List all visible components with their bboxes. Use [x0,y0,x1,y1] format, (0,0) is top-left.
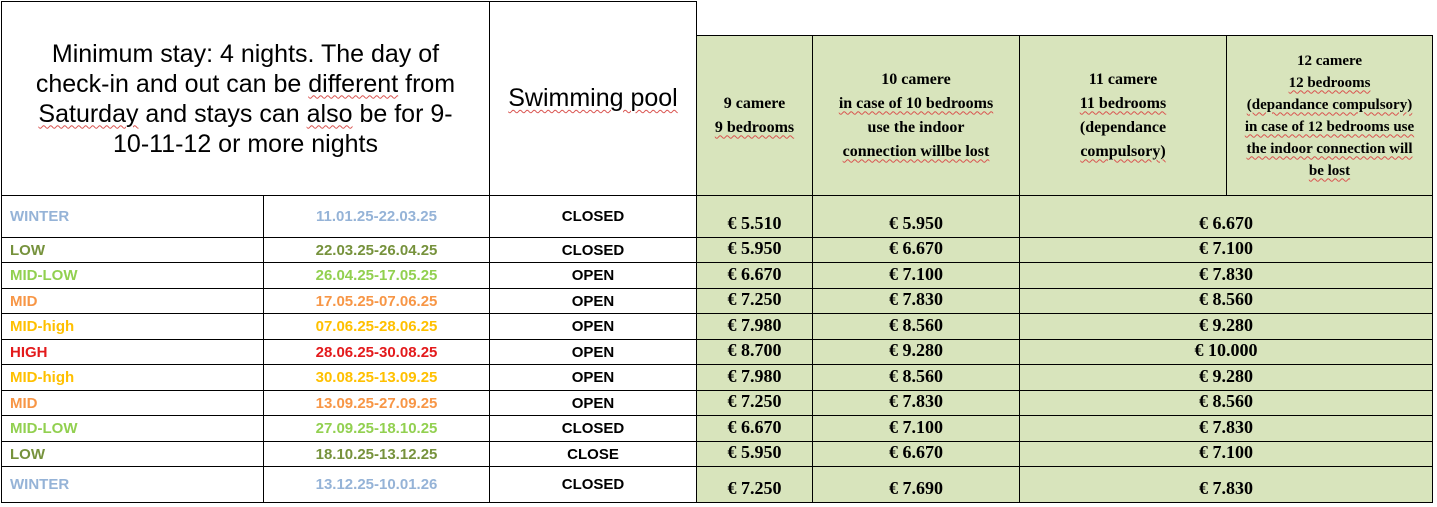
row-2-p11-12: € 7.100 [1019,237,1433,263]
row-4-season: MID [1,288,264,314]
row-5-dates: 07.06.25-28.06.25 [263,313,490,340]
row-10-p9: € 5.950 [696,441,813,467]
intro-line-3: Saturday and stays can also be for 9- [38,99,453,128]
row-1-season: WINTER [1,195,264,238]
row-6-dates: 28.06.25-30.08.25 [263,339,490,365]
intro-note [1,1,490,196]
row-2-dates: 22.03.25-26.04.25 [263,237,490,263]
row-6-pool: OPEN [489,339,697,365]
row-7-p9: € 7.980 [696,364,813,391]
swimming-pool-header: Swimming pool [489,1,697,196]
row-4-pool: OPEN [489,288,697,314]
row-9-dates: 27.09.25-18.10.25 [263,415,490,442]
row-11-dates: 13.12.25-10.01.26 [263,466,490,503]
row-6-p11-12: € 10.000 [1019,339,1433,365]
row-5-pool: OPEN [489,313,697,340]
row-11-season: WINTER [1,466,264,503]
row-3-p10: € 7.100 [812,262,1020,289]
row-10-p10: € 6.670 [812,441,1020,467]
row-1-p9: € 5.510 [696,195,813,238]
row-4-p9: € 7.250 [696,288,813,314]
row-1-dates: 11.01.25-22.03.25 [263,195,490,238]
row-2-p9: € 5.950 [696,237,813,263]
row-8-dates: 13.09.25-27.09.25 [263,390,490,416]
row-3-p9: € 6.670 [696,262,813,289]
row-1-p11-12: € 6.670 [1019,195,1433,238]
row-9-season: MID-LOW [1,415,264,442]
col-header-11-bedrooms: 11 camere 11 bedrooms (dependance compulsory) [1019,35,1227,196]
row-8-p11-12: € 8.560 [1019,390,1433,416]
row-2-season: LOW [1,237,264,263]
row-8-p10: € 7.830 [812,390,1020,416]
row-11-pool: CLOSED [489,466,697,503]
row-6-p10: € 9.280 [812,339,1020,365]
row-8-pool: OPEN [489,390,697,416]
row-11-p9: € 7.250 [696,466,813,503]
col-header-10-bedrooms: 10 camere in case of 10 bedrooms use the indoor connection willbe lost [812,35,1020,196]
row-4-p11-12: € 8.560 [1019,288,1433,314]
row-10-pool: CLOSE [489,441,697,467]
row-10-p11-12: € 7.100 [1019,441,1433,467]
row-7-season: MID-high [1,364,264,391]
row-2-pool: CLOSED [489,237,697,263]
row-1-p10: € 5.950 [812,195,1020,238]
row-7-p11-12: € 9.280 [1019,364,1433,391]
intro-line-1: Minimum stay: 4 nights. The day of [51,39,440,68]
intro-line-4: 10-11-12 or more nights [113,129,378,158]
row-5-p10: € 8.560 [812,313,1020,340]
row-10-season: LOW [1,441,264,467]
row-1-pool: CLOSED [489,195,697,238]
row-4-p10: € 7.830 [812,288,1020,314]
row-3-dates: 26.04.25-17.05.25 [263,262,490,289]
row-7-p10: € 8.560 [812,364,1020,391]
row-9-p11-12: € 7.830 [1019,415,1433,442]
row-11-p10: € 7.690 [812,466,1020,503]
col-header-9-bedrooms: 9 camere 9 bedrooms [696,35,813,196]
row-9-p10: € 7.100 [812,415,1020,442]
row-7-pool: OPEN [489,364,697,391]
row-9-p9: € 6.670 [696,415,813,442]
row-3-p11-12: € 7.830 [1019,262,1433,289]
row-5-p9: € 7.980 [696,313,813,340]
row-3-pool: OPEN [489,262,697,289]
intro-line-2: check-in and out can be different from [35,69,456,98]
row-5-season: MID-high [1,313,264,340]
col-header-12-bedrooms: 12 camere 12 bedrooms (depandance compulsory) in case of 12 bedrooms use the indoor connection will be lost [1226,35,1433,196]
row-9-pool: CLOSED [489,415,697,442]
row-5-p11-12: € 9.280 [1019,313,1433,340]
row-11-p11-12: € 7.830 [1019,466,1433,503]
row-4-dates: 17.05.25-07.06.25 [263,288,490,314]
row-6-p9: € 8.700 [696,339,813,365]
row-6-season: HIGH [1,339,264,365]
row-8-season: MID [1,390,264,416]
row-3-season: MID-LOW [1,262,264,289]
row-10-dates: 18.10.25-13.12.25 [263,441,490,467]
row-2-p10: € 6.670 [812,237,1020,263]
row-8-p9: € 7.250 [696,390,813,416]
row-7-dates: 30.08.25-13.09.25 [263,364,490,391]
